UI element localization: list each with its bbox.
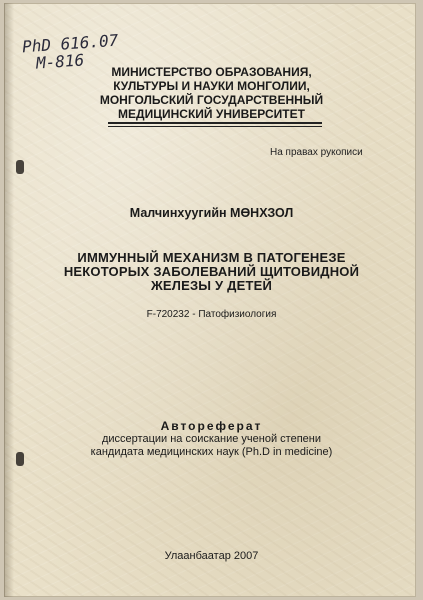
binding-hole	[16, 160, 24, 174]
rights-note: На правах рукописи	[270, 147, 363, 158]
specialty-code: F-720232 - Патофизиология	[146, 309, 277, 320]
ministry-line: МОНГОЛЬСКИЙ ГОСУДАРСТВЕННЫЙ	[99, 93, 324, 107]
handwritten-call-number-2: M-816	[35, 50, 85, 73]
title-line: ЖЕЛЕЗЫ У ДЕТЕЙ	[150, 278, 273, 293]
degree-line: кандидата медицинских наук (Ph.D in medicine)	[90, 446, 333, 458]
ministry-line: МЕДИЦИНСКИЙ УНИВЕРСИТЕТ	[118, 107, 305, 121]
city-year: Улаанбаатар 2007	[164, 550, 259, 562]
dissertation-title	[0, 251, 423, 293]
ministry-header	[0, 65, 423, 121]
ministry-line: МИНИСТЕРСТВО ОБРАЗОВАНИЯ,	[111, 65, 312, 79]
header-rule-thin	[108, 126, 322, 127]
ministry-line: КУЛЬТУРЫ И НАУКИ МОНГОЛИИ,	[113, 79, 310, 93]
abstract-label: Автореферат	[160, 419, 263, 433]
title-line: НЕКОТОРЫХ ЗАБОЛЕВАНИЙ ЩИТОВИДНОЙ	[63, 264, 360, 279]
header-rule-thick	[108, 122, 322, 124]
title-line: ИММУННЫЙ МЕХАНИЗМ В ПАТОГЕНЕЗЕ	[77, 250, 346, 265]
degree-line: диссертации на соискание ученой степени	[101, 433, 321, 445]
handwritten-call-number: PhD 616.07	[21, 30, 119, 57]
degree-description	[0, 433, 423, 459]
author-name: Малчинхуугийн МӨНХЗОЛ	[129, 206, 294, 220]
